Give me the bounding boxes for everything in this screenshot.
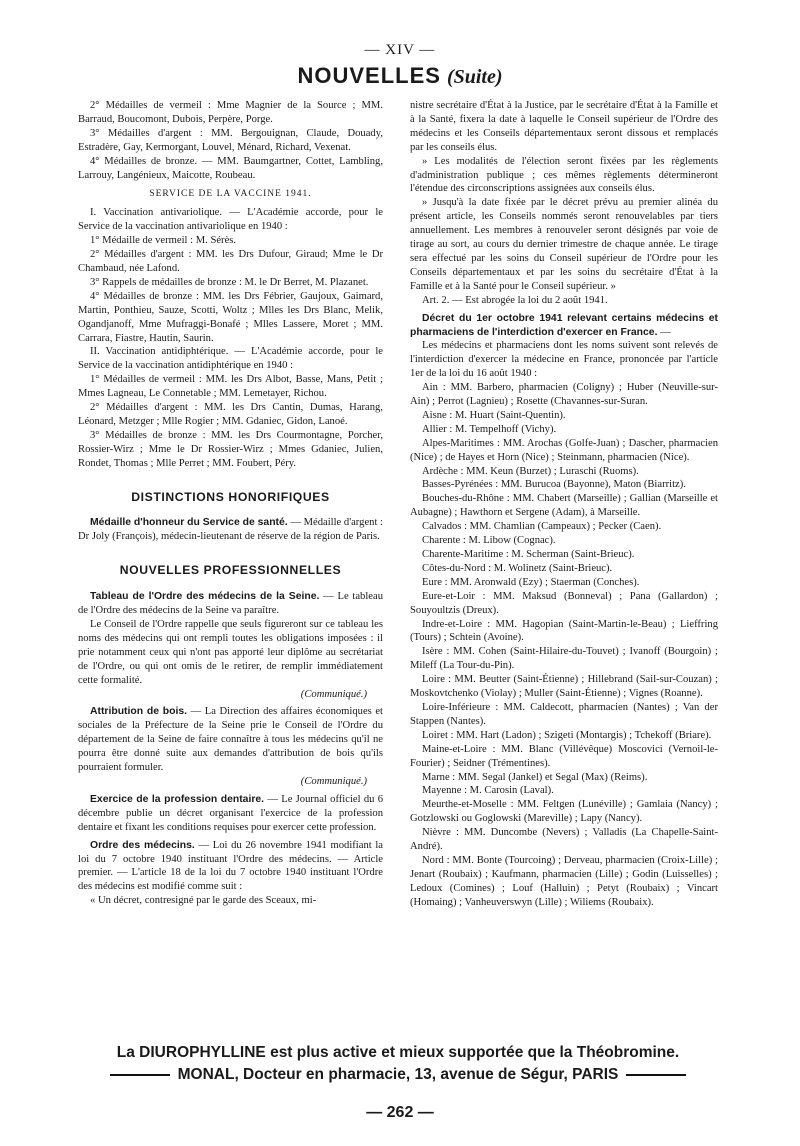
paragraph: 4° Médailles de bronze : MM. les Drs Fébrier, Gaujoux, Gaimard, Martin, Ponthieu, Sauze, Scotti, Woltz ; Mlles les Drs Blanc, Melik, Ogandjanoff, Mme Mufraggi-Bonafé ; Mlles Lassere, Moret ; MM. Carrara, Fiastre, Hautin, Saurin. — [78, 290, 383, 344]
paragraph: 1° Médaille de vermeil : M. Sérès. — [90, 235, 237, 247]
paragraph — [78, 516, 383, 544]
department-entry: Nièvre : MM. Duncombe (Nevers) ; Valladis (La Chapelle-Saint-André). — [410, 827, 718, 853]
advertisement-line-2 — [78, 1066, 718, 1084]
paragraph-heading: Exercice de la profession dentaire. — [90, 793, 265, 805]
paragraph — [78, 793, 383, 835]
page-title-main: NOUVELLES — [297, 63, 441, 88]
paragraph-heading: Médaille d'honneur du Service de santé. — [90, 517, 288, 529]
department-entry: Charente-Maritime : M. Scherman (Saint-Brieuc). — [422, 549, 635, 560]
paragraph-heading: Attribution de bois. — [90, 706, 188, 718]
department-entry: Isère : MM. Cohen (Saint-Hilaire-du-Touvet) ; Ivanoff (Bourgoin) ; Mileff (La Tour-du-Pin). — [410, 646, 718, 672]
left-column — [78, 99, 383, 908]
paragraph — [410, 312, 718, 340]
advertisement-line-1: La DIUROPHYLLINE est plus active et mieux supportée que la Théobromine. — [116, 1044, 680, 1061]
right-column — [410, 99, 718, 910]
paragraph: » Les modalités de l'élection seront fixées par les règlements d'administration publique ; ces mêmes règlements détermineront l'étendue des circonscriptions assignées aux conseils élus. — [410, 155, 718, 195]
department-entry: Ain : MM. Barbero, pharmacien (Coligny) ; Huber (Neuville-sur-Ain) ; Perrot (Lagnieu) ; Rosette (Chavannes-sur-Suran. — [410, 382, 718, 408]
paragraph: » Jusqu'à la date fixée par le décret prévu au premier alinéa du présent article, les Conseils nommés seront renouvelables par tiers annuellement. Les membres à renouveler seront désignés par voie de tirage au sort, au cours du dernier trimestre de chaque année. Le tirage sera effectué par les soins du Conseil supérieur de l'Ordre pour les Conseils départementaux et par les soins du secrétaire d'État à la Famille et à la Santé pour le Conseil supérieur. » — [410, 197, 718, 292]
paragraph: nistre secrétaire d'État à la Justice, par le secrétaire d'État à la Famille et à la Santé, fixera la date à laquelle le Conseil supérieur de l'Ordre des médecins et les Conseils départementaux seront dissous et remplacés par les conseils élus. — [410, 100, 718, 153]
advertisement-text: MONAL, Docteur en pharmacie, 13, avenue de Ségur, PARIS — [177, 1066, 619, 1083]
paragraph: 4° Médailles de bronze. — MM. Baumgartner, Cottet, Lambling, Larrouy, Langénieux, Maicotte, Roubeau. — [78, 155, 383, 181]
department-entry: Eure : MM. Aronwald (Ezy) ; Staerman (Conches). — [422, 576, 640, 588]
department-entry: Maine-et-Loire : MM. Blanc (Villévêque) Moscovici (Vernoil-le-Fourier) ; Seidner (Trémentines). — [410, 743, 718, 769]
department-entry: Meurthe-et-Moselle : MM. Feltgen (Lunéville) ; Gamlaia (Nancy) ; Gotzlowski ou Goglowski (Mareville) ; Lapy (Nancy). — [410, 799, 718, 825]
paragraph: 2° Médailles d'argent : MM. les Drs Dufour, Giraud; Mme le Dr Chambaud, née Lafond. — [78, 249, 383, 274]
department-entry: Aisne : M. Huart (Saint-Quentin). — [422, 409, 566, 421]
divider — [110, 1074, 170, 1076]
department-entry: Charente : M. Libow (Cognac). — [422, 535, 556, 547]
paragraph-body: — — [657, 326, 671, 338]
department-entry: Calvados : MM. Chamlian (Campeaux) ; Pecker (Caen). — [422, 521, 662, 533]
paragraph: II. Vaccination antidiphtérique. — L'Académie accorde, pour le Service de la vaccination antidiphtérique en 1940 : — [78, 346, 383, 372]
department-entry: Loire-Inférieure : MM. Caldecott, pharmacien (Nantes) ; Van der Stappen (Nantes). — [410, 701, 718, 727]
bottom-page-number: — 262 — — [366, 1104, 434, 1121]
divider — [626, 1074, 686, 1076]
paragraph-body: — Loi du 26 novembre 1941 modifiant la loi du 7 octobre 1940 instituant l'Ordre des médecins. — Article premier. — L'article 18 de la loi du 7 octobre 1940 instituant l'Ordre des médecins est modifié comme suit : — [78, 839, 383, 893]
department-entry: Basses-Pyrénées : MM. Burucoa (Bayonne), Maton (Biarritz). — [422, 479, 686, 491]
department-entry: Mayenne : M. Carosin (Laval). — [422, 785, 554, 797]
paragraph-body: — Le Journal officiel du 6 décembre publie un décret organisant l'exercice de la profession dentaire et fixant les conditions requises pour exercer cette profession. — [78, 793, 383, 833]
top-page-number: — XIV — — [364, 42, 436, 58]
paragraph — [78, 839, 383, 895]
communique-note: (Communiqué.) — [300, 688, 367, 700]
paragraph-heading: Décret du 1er octobre 1941 relevant certains médecins et pharmaciens de l'interdiction d'exercer en France. — [410, 312, 718, 338]
paragraph — [78, 590, 383, 618]
department-entry: Allier : M. Tempelhoff (Vichy). — [422, 423, 557, 435]
paragraph: 2° Médailles d'argent : MM. les Drs Cantin, Dumas, Harang, Léonard, Metzger ; Mlle Rogier ; MM. Gdaniec, Gidon, Lanoé. — [78, 402, 383, 427]
paragraph: 2° Médailles de vermeil : Mme Magnier de la Source ; MM. Barraud, Boucomont, Dubois, Perpère, Porge. — [78, 100, 383, 125]
paragraph-body: — La Direction des affaires économiques et sociales de la Préfecture de la Seine prie le Conseil de l'Ordre du département de la Seine de faire connaître à tous les médecins qu'il ne pourra être donné suite aux demandes d'attribution de bois qu'ils pourraient formuler. — [78, 706, 383, 774]
department-entry: Bouches-du-Rhône : MM. Chabert (Marseille) ; Gallian (Marseille et Aubagne) ; Hawthorn et Sergene (Adam), à Marseille. — [410, 493, 718, 519]
paragraph — [78, 705, 383, 775]
paragraph: I. Vaccination antivariolique. — L'Académie accorde, pour le Service de la vaccination antivariolique en 1940 : — [78, 207, 383, 233]
paragraph: 3° Médailles de bronze : MM. les Drs Courmontagne, Porcher, Rossier-Wirz ; Mme le Dr Rossier-Wirz ; Mmes Gdaniec, Julien, Rondet, Thomas ; Mlle Perret ; MM. Foubert, Péry. — [78, 429, 383, 469]
department-entry: Indre-et-Loire : MM. Hagopian (Saint-Martin-le-Beau) ; Lieffring (Tours) ; Schtein (Avoine). — [410, 618, 718, 644]
department-entry: Alpes-Maritimes : MM. Arochas (Golfe-Juan) ; Dascher, pharmacien (Nice) ; de Hayes et Horn (Nice) ; Steinmann, pharmacien (Nice). — [410, 437, 718, 463]
paragraph-heading: Tableau de l'Ordre des médecins de la Seine. — [90, 591, 320, 603]
paragraph: Art. 2. — Est abrogée la loi du 2 août 1941. — [422, 294, 608, 306]
department-entry: Eure-et-Loir : MM. Maksud (Bonneval) ; Pana (Gallardon) ; Souyoultzis (Dreux). — [410, 590, 718, 616]
page-title-suffix: (Suite) — [446, 66, 503, 88]
paragraph: « Un décret, contresigné par le garde des Sceaux, mi- — [90, 895, 317, 907]
department-entry: Loire : MM. Beutter (Saint-Étienne) ; Hillebrand (Sail-sur-Couzan) ; Moskovtchenko (Violay) ; Muller (Saint-Étienne) ; Vignes (Roanne). — [410, 674, 718, 700]
communique-note: (Communiqué.) — [300, 775, 367, 787]
page-title — [0, 63, 800, 89]
paragraph-body: — Médaille d'argent : Dr Joly (François), médecin-lieutenant de réserve de la région de Paris. — [78, 517, 383, 543]
section-subheading: SERVICE DE LA VACCINE 1941. — [149, 189, 312, 200]
department-entry: Nord : MM. Bonte (Tourcoing) ; Derveau, pharmacien (Croix-Lille) ; Jenart (Roubaix) ; Kaufmann, pharmacien (Lille) ; Godin (Luisselles) ; Ledoux (Comines) ; Louf (Halluin) ; Petyt (Roubaix) ; Vincart (Homaing) ; Vanheuverswyn (Lille) ; Wiliems (Roubaix). — [410, 854, 718, 908]
paragraph-body: — Le tableau de l'Ordre des médecins de la Seine va paraître. — [78, 591, 383, 617]
paragraph: Le Conseil de l'Ordre rappelle que seuls figureront sur ce tableau les noms des médecins qui ont rempli toutes les obligations imposées : il prie notamment ceux qui n'ont pas apporté leur diplôme au secrétariat de l'Ordre, ou qui ont omis de le retirer, de remplir immédiatement cette formalité. — [78, 619, 383, 686]
paragraph: 1° Médailles de vermeil : MM. les Drs Albot, Basse, Mans, Petit ; Mmes Lagneau, Le Connetable ; MM. Lemetayer, Richou. — [78, 374, 383, 400]
paragraph: 3° Médailles d'argent : MM. Bergouignan, Claude, Douady, Estradère, Gay, Kermorgant, Louvel, Ménard, Richard, Vexenat. — [78, 127, 383, 153]
department-entry: Marne : MM. Segal (Jankel) et Segal (Max) (Reims). — [422, 771, 648, 783]
paragraph-heading: Ordre des médecins. — [90, 839, 195, 851]
paragraph: Les médecins et pharmaciens dont les noms suivent sont relevés de l'interdiction d'exercer la médecine en France, prononcée par l'article 1er de la loi du 16 août 1940 : — [410, 340, 718, 380]
department-entry: Côtes-du-Nord : M. Wolinetz (Saint-Brieuc). — [422, 562, 613, 574]
department-entry: Ardèche : MM. Keun (Burzet) ; Luraschi (Ruoms). — [422, 465, 639, 477]
section-title-distinctions: DISTINCTIONS HONORIFIQUES — [131, 489, 330, 504]
section-title-professionnelles: NOUVELLES PROFESSIONNELLES — [119, 563, 342, 578]
paragraph: 3° Rappels de médailles de bronze : M. le Dr Berret, M. Plazanet. — [90, 276, 369, 288]
department-entry: Loiret : MM. Hart (Ladon) ; Szigeti (Montargis) ; Tchekoff (Briare). — [422, 729, 712, 741]
